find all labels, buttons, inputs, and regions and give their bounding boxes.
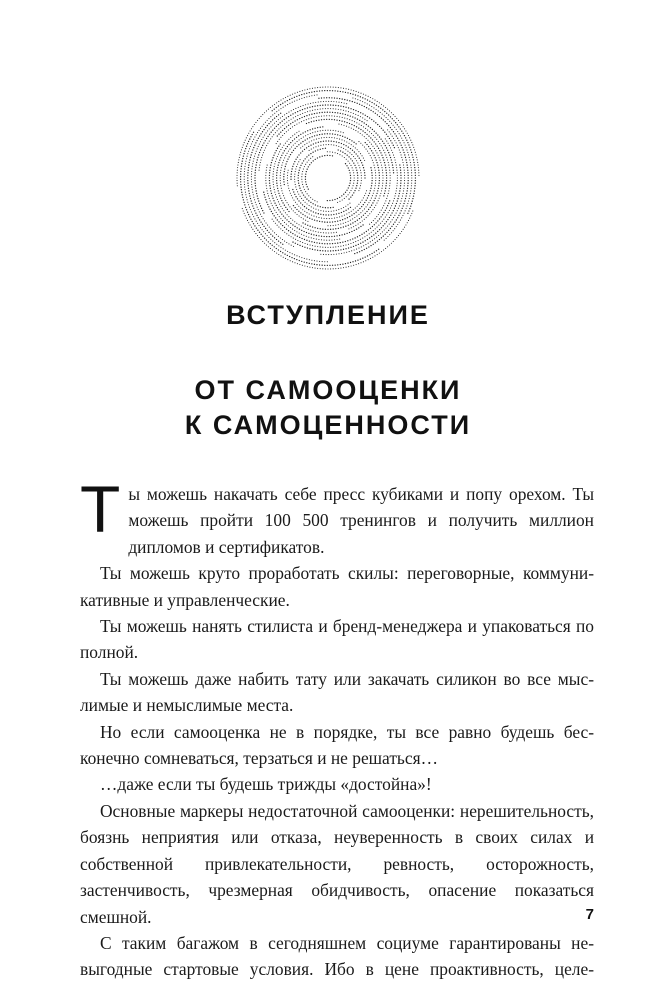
chapter-title-line-1: ОТ САМООЦЕНКИ <box>194 375 462 405</box>
paragraph-6: …даже если ты будешь трижды «достойна»! <box>100 774 432 795</box>
dotted-spiral-circle-icon <box>236 86 420 270</box>
chapter-title <box>0 373 656 443</box>
paragraph-2: Ты можешь круто проработать скилы: переговорные, коммуникативные и управленческие. <box>80 563 594 610</box>
section-label: ВСТУПЛЕНИЕ <box>226 300 430 330</box>
paragraph-8: С таким багажом в сегодняшнем социуме гарантированы невыгодные стартовые условия. Ибо в цене проактивность, целе- <box>80 932 594 980</box>
drop-cap: Т <box>80 472 121 546</box>
paragraph-4: Ты можешь даже набить тату или закачать силикон во все мыслимые и немыслимые места. <box>80 668 594 716</box>
paragraph-1 <box>80 472 594 560</box>
page-number: 7 <box>585 906 594 923</box>
paragraph-3: Ты можешь нанять стилиста и бренд-менеджера и упаковаться по полной. <box>80 616 594 663</box>
paragraph-7: Основные маркеры недостаточной самооценки: нерешительность, боязнь неприятия или отказа, неуверенность в своих силах и собственной привлекательности, ревность, осторожность, застенчивость, чрезмерная обидчивость, опасение показаться смешной. <box>80 800 594 927</box>
chapter-title-line-2: К САМОЦЕННОСТИ <box>184 410 472 440</box>
body-text <box>80 472 594 983</box>
paragraph-5: Но если самооценка не в порядке, ты все равно будешь бесконечно сомневаться, терзаться и не решаться… <box>80 721 594 769</box>
paragraph-1-text: ы можешь накачать себе пресс кубиками и попу орехом. Ты можешь пройти 100 500 тренингов и получить миллион дипломов и сертификатов. <box>128 484 594 557</box>
